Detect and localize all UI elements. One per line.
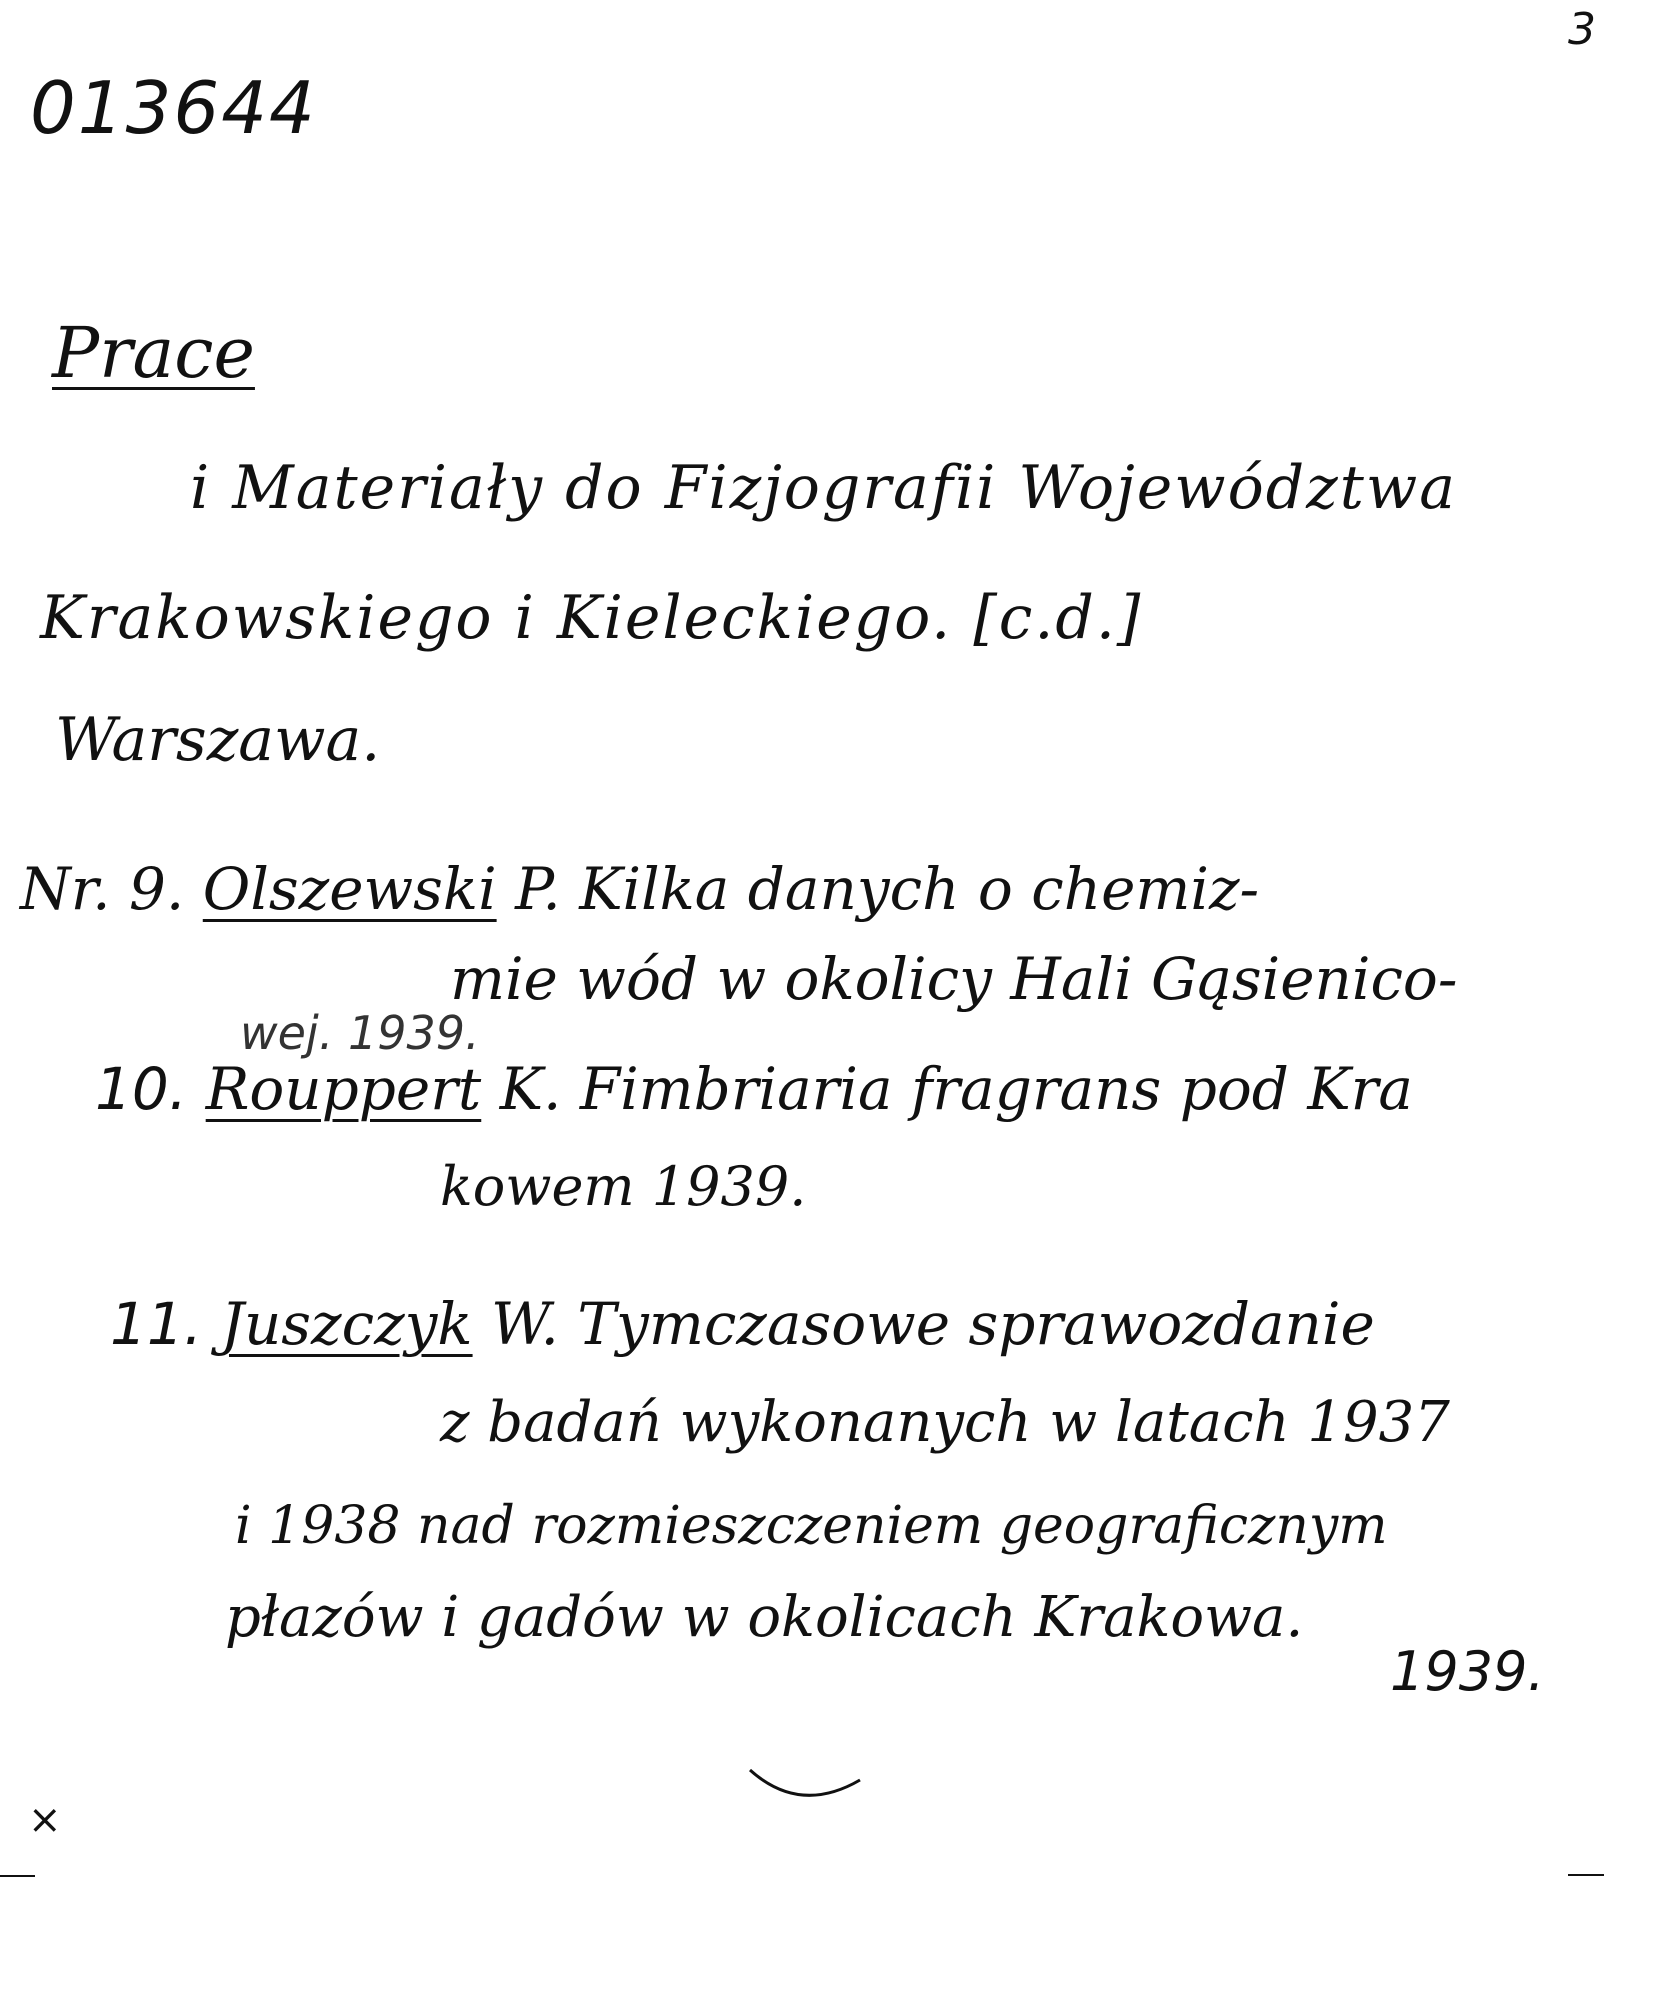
entry-10-title-start: K. Fimbriaria fragrans pod Kra bbox=[499, 1055, 1413, 1123]
entry-9-line-3: wej. 1939. bbox=[240, 1006, 480, 1060]
catalog-number: 013644 bbox=[30, 66, 317, 150]
entry-11-author: Juszczyk bbox=[220, 1290, 473, 1358]
entry-9-number: Nr. 9. bbox=[20, 855, 185, 923]
entry-11-number: 11. bbox=[110, 1290, 203, 1358]
corner-x-mark: × bbox=[28, 1797, 62, 1843]
entry-11-line-1 bbox=[110, 1290, 1375, 1358]
entry-9-line-2: mie wód w okolicy Hali Gąsienico- bbox=[450, 945, 1458, 1013]
entry-11-line-3: i 1938 nad rozmieszczeniem geograficznym bbox=[235, 1496, 1388, 1556]
series-title-line-1: i Materiały do Fizjografii Województwa bbox=[190, 453, 1458, 523]
left-edge-tick bbox=[0, 1875, 35, 1877]
entry-9-author: Olszewski bbox=[202, 855, 497, 923]
entry-11-line-2: z badań wykonanych w latach 1937 bbox=[440, 1390, 1450, 1455]
entry-11-line-5: 1939. bbox=[1390, 1640, 1545, 1703]
right-edge-tick bbox=[1568, 1874, 1604, 1876]
entry-10-line-2: kowem 1939. bbox=[440, 1155, 807, 1218]
series-title-line-2: Krakowskiego i Kieleckiego. [c.d.] bbox=[40, 583, 1143, 653]
publication-place: Warszawa. bbox=[55, 705, 381, 775]
entry-9-line-1 bbox=[20, 855, 1260, 923]
entry-11-line-4: płazów i gadów w okolicach Krakowa. bbox=[225, 1585, 1304, 1650]
entry-10-number: 10. bbox=[95, 1055, 188, 1123]
entry-10-line-1 bbox=[95, 1055, 1413, 1123]
entry-11-title-start: W. Tymczasowe sprawozdanie bbox=[491, 1290, 1375, 1358]
page-number: 3 bbox=[1568, 4, 1596, 55]
entry-10-author: Rouppert bbox=[205, 1055, 482, 1123]
decorative-curve bbox=[745, 1760, 865, 1810]
entry-9-title-start: P. Kilka danych o chemiz- bbox=[515, 855, 1260, 923]
card-heading: Prace bbox=[52, 312, 255, 394]
